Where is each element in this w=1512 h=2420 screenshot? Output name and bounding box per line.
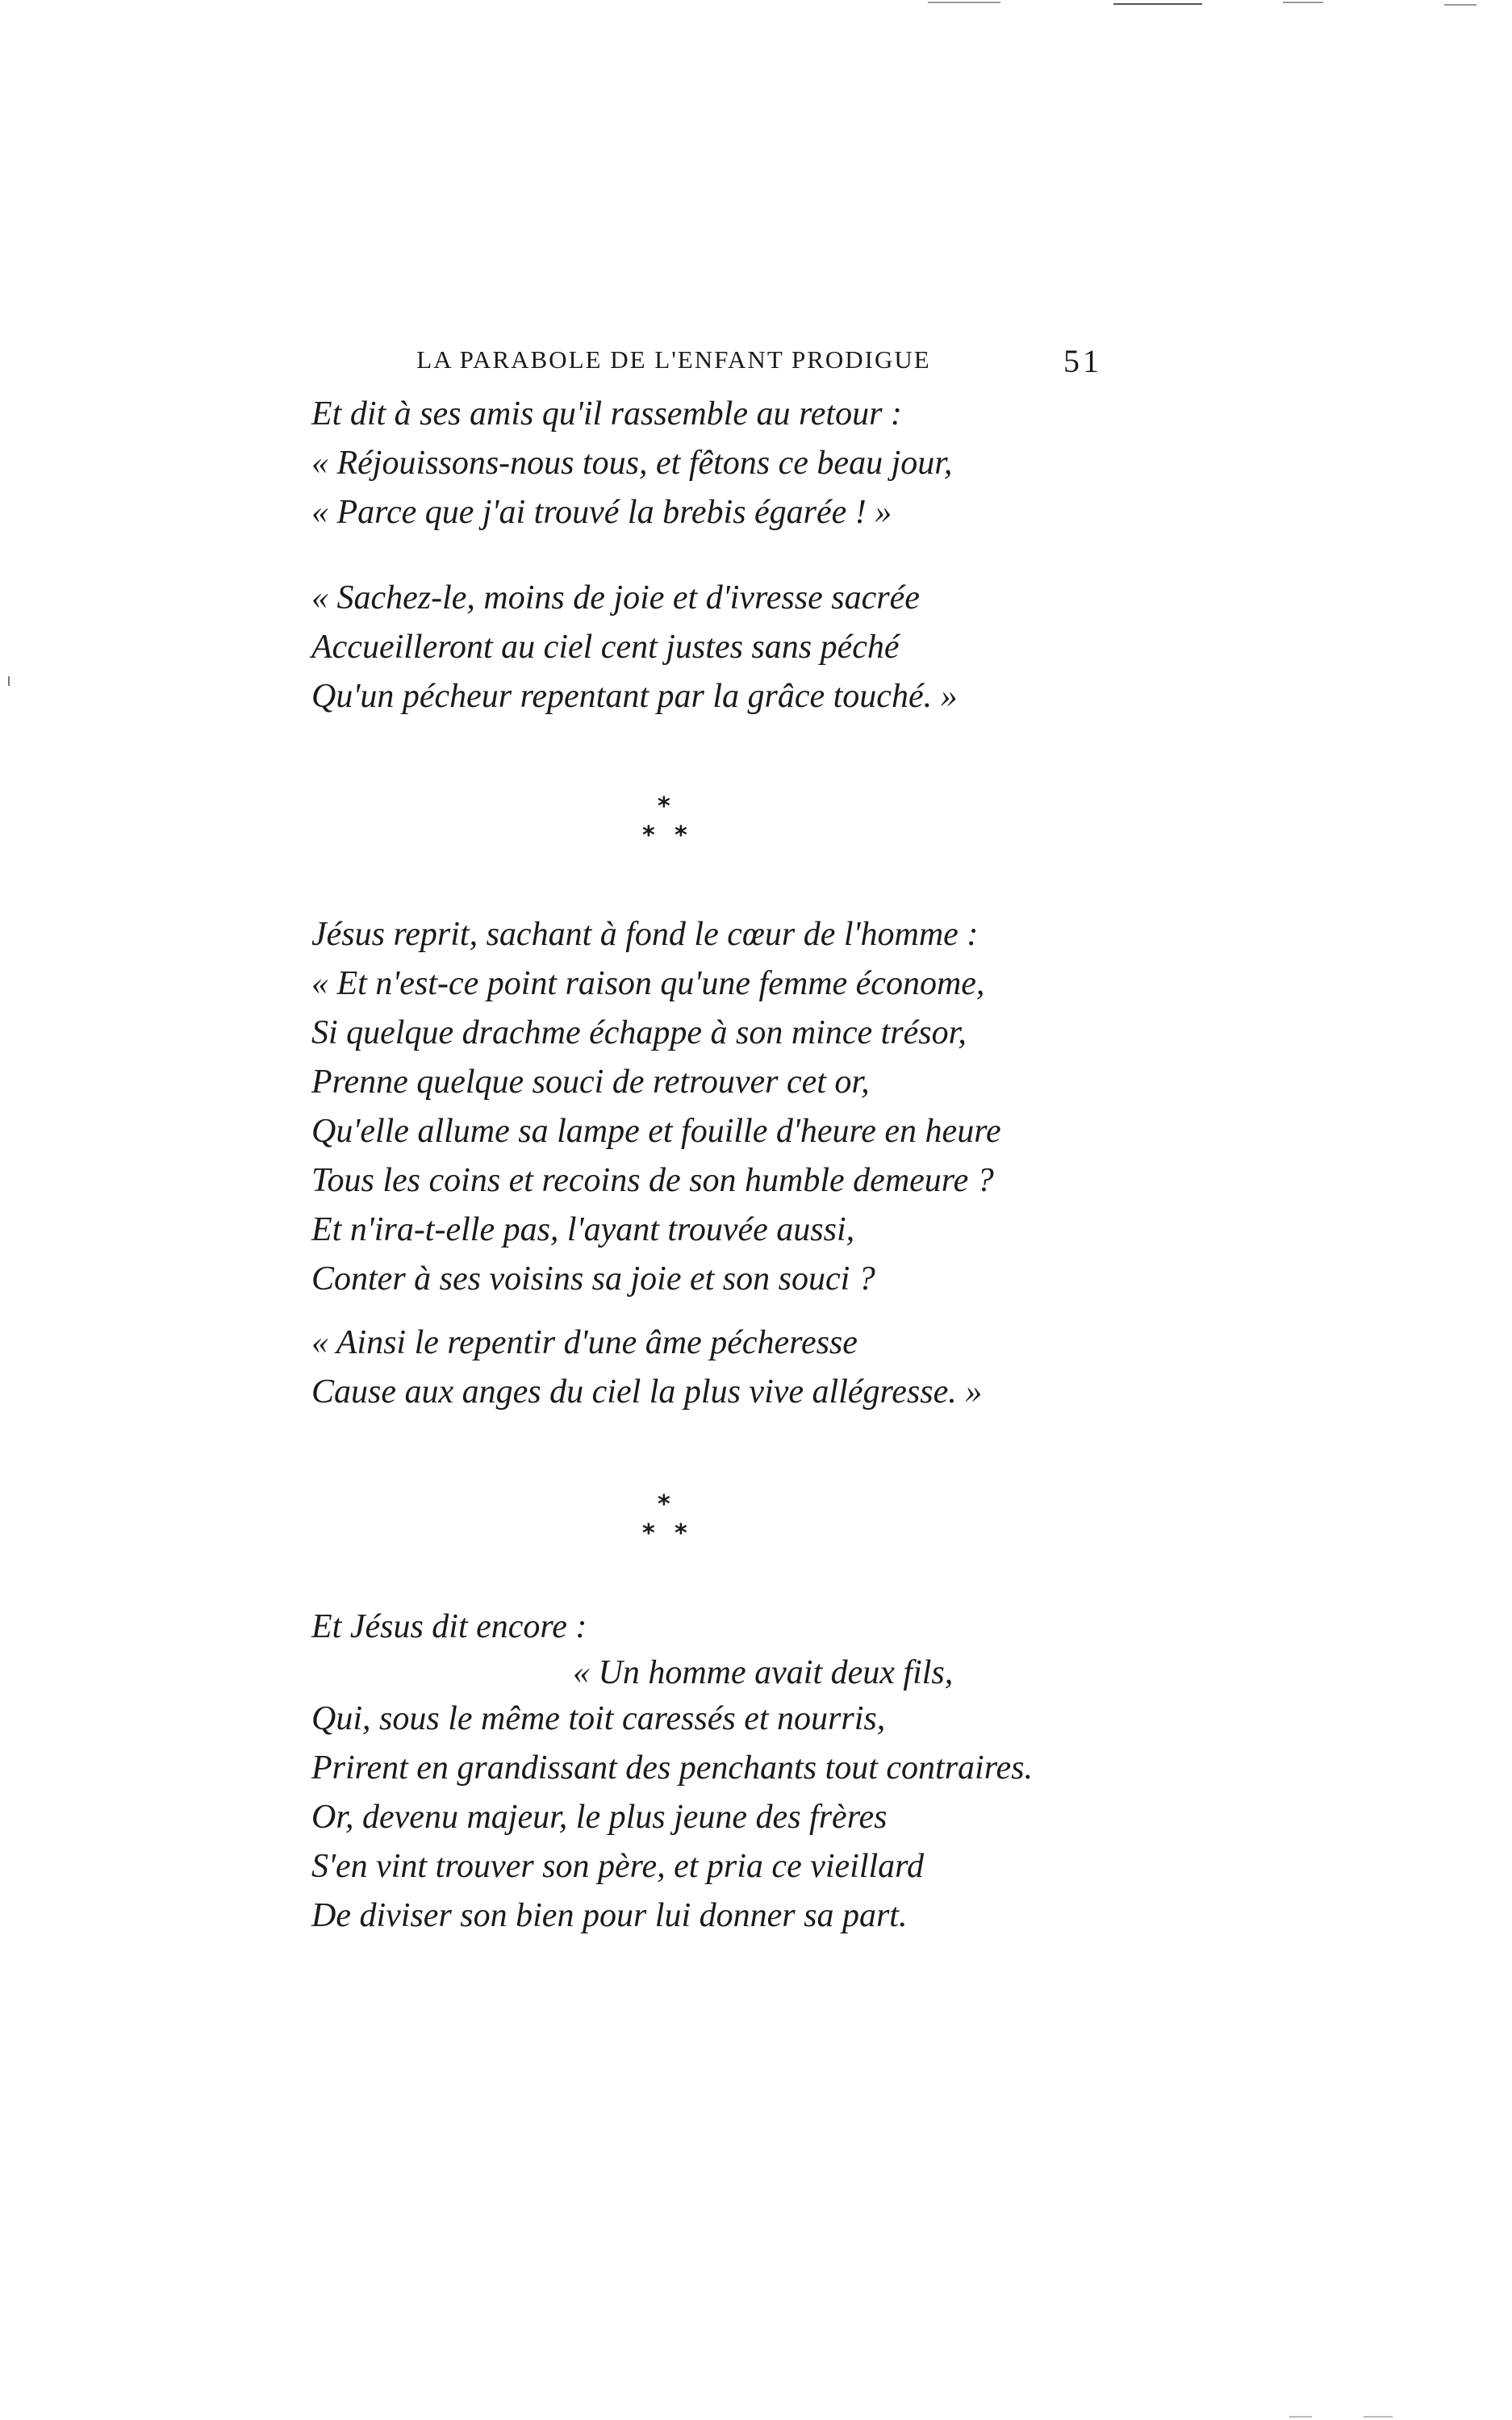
verse-line: Si quelque drachme échappe à son mince trésor, bbox=[311, 1014, 967, 1051]
verse-line: « Ainsi le repentir d'une âme pécheresse bbox=[311, 1324, 858, 1361]
verse-line: « Réjouissons-nous tous, et fêtons ce beau jour, bbox=[311, 445, 953, 482]
asterism-star: * bbox=[642, 1519, 655, 1548]
scan-mark bbox=[928, 2, 1000, 3]
scan-mark bbox=[1113, 3, 1202, 5]
verse-line: Qui, sous le même toit caressés et nourris, bbox=[311, 1700, 886, 1737]
verse-line: Et Jésus dit encore : bbox=[311, 1608, 587, 1645]
verse-line: « Et n'est-ce point raison qu'une femme économe, bbox=[311, 965, 985, 1002]
scan-mark bbox=[1283, 2, 1323, 3]
asterism-star: * bbox=[642, 821, 655, 850]
asterism-star: * bbox=[658, 1490, 670, 1519]
asterism-star: * bbox=[658, 792, 670, 821]
verse-line: « Sachez-le, moins de joie et d'ivresse sacrée bbox=[311, 579, 920, 616]
verse-line: « Un homme avait deux fils, bbox=[573, 1654, 954, 1691]
verse-line: Qu'un pécheur repentant par la grâce touché. » bbox=[311, 678, 958, 715]
verse-line: Jésus reprit, sachant à fond le cœur de l'homme : bbox=[311, 916, 979, 953]
page-number: 51 bbox=[1063, 343, 1102, 379]
verse-line: Et dit à ses amis qu'il rassemble au retour : bbox=[311, 395, 902, 433]
verse-line: Accueilleront au ciel cent justes sans péché bbox=[311, 629, 900, 666]
verse-line: Tous les coins et recoins de son humble demeure ? bbox=[311, 1162, 994, 1199]
verse-line: Prirent en grandissant des penchants tout contraires. bbox=[311, 1749, 1033, 1787]
verse-line: Cause aux anges du ciel la plus vive allégresse. » bbox=[311, 1373, 983, 1411]
verse-line: De diviser son bien pour lui donner sa part. bbox=[311, 1897, 908, 1934]
scan-mark bbox=[8, 676, 10, 686]
scan-mark bbox=[1364, 2416, 1393, 2418]
verse-line: S'en vint trouver son père, et pria ce vieillard bbox=[311, 1848, 924, 1885]
running-title: LA PARABOLE DE L'ENFANT PRODIGUE bbox=[416, 345, 931, 374]
verse-line: Prenne quelque souci de retrouver cet or, bbox=[311, 1064, 870, 1101]
verse-line: Conter à ses voisins sa joie et son souci ? bbox=[311, 1260, 875, 1298]
scan-mark bbox=[1444, 4, 1476, 6]
asterism-star: * bbox=[675, 821, 687, 850]
asterism-star: * bbox=[675, 1519, 687, 1548]
verse-line: Et n'ira-t-elle pas, l'ayant trouvée aussi, bbox=[311, 1211, 855, 1248]
verse-line: Qu'elle allume sa lampe et fouille d'heure en heure bbox=[311, 1113, 1001, 1150]
scan-mark bbox=[1289, 2416, 1312, 2418]
verse-line: « Parce que j'ai trouvé la brebis égarée ! » bbox=[311, 494, 892, 531]
verse-line: Or, devenu majeur, le plus jeune des frères bbox=[311, 1799, 888, 1836]
